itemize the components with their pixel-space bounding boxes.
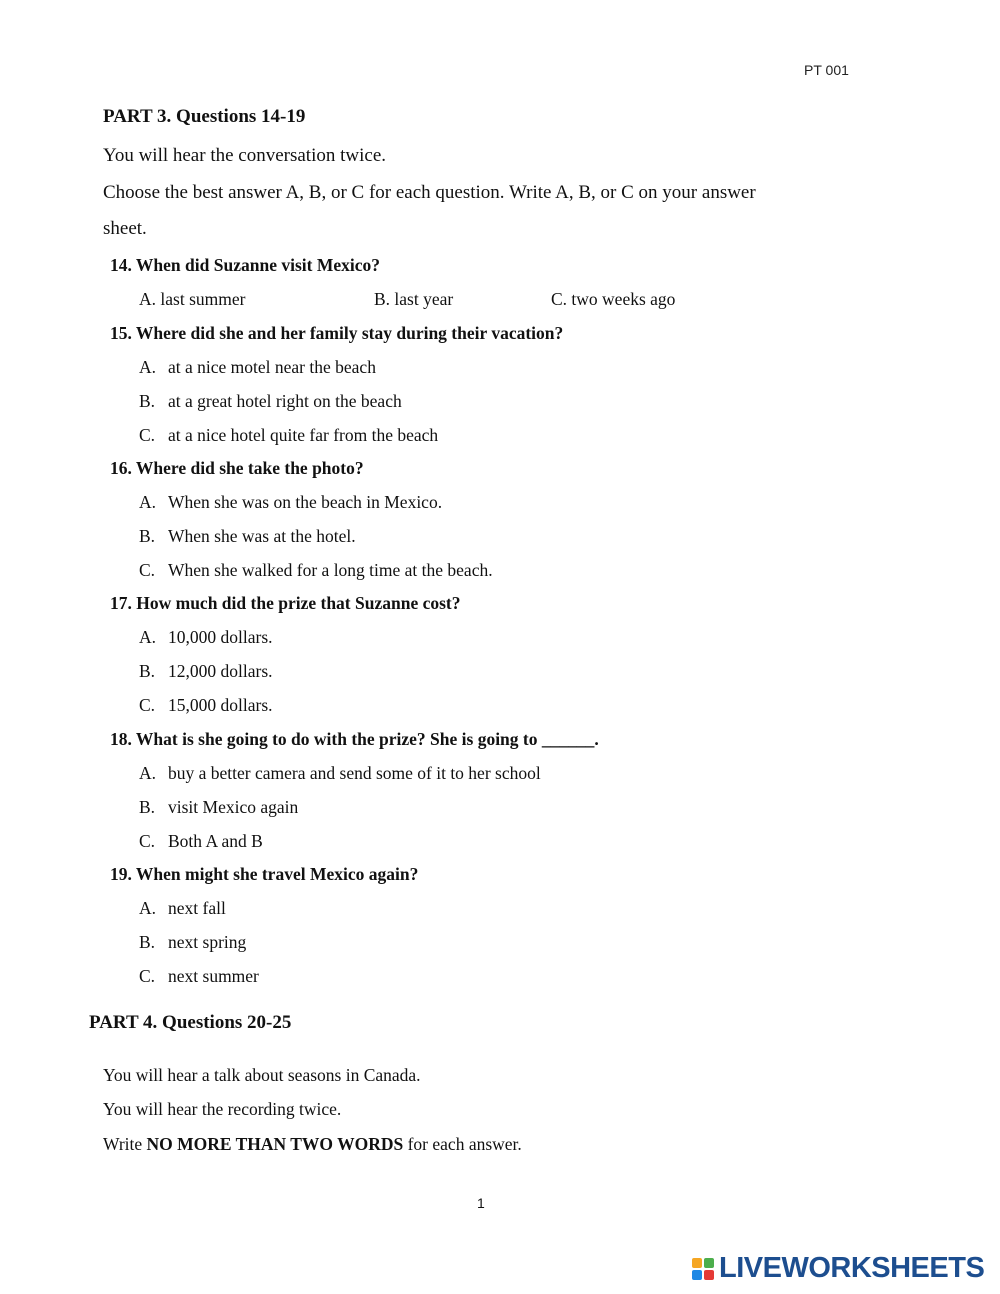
option-letter: B. [139,526,156,546]
q19-option-c [139,966,259,987]
instruction-emphasis: NO MORE THAN TWO WORDS [146,1134,404,1154]
option-text: Both A and B [168,831,263,851]
q16-option-a [139,492,442,513]
part4-instruction-2: You will hear the recording twice. [103,1099,342,1119]
question-19: 19. When might she travel Mexico again? [110,864,419,884]
option-text: at a nice motel near the beach [168,357,376,377]
option-letter: B. [139,797,156,817]
option-letter: C. [139,560,156,580]
instruction-text: for each answer. [403,1134,522,1154]
q14-option-a: A. last summer [139,289,246,309]
logo-square [692,1270,702,1280]
instruction-text: Write [103,1134,147,1154]
option-text: When she was at the hotel. [168,526,356,546]
page-number: 1 [477,1195,485,1211]
option-letter: A. [139,763,157,783]
q14-option-b: B. last year [374,289,454,309]
option-letter: A. [139,492,157,512]
option-text: at a nice hotel quite far from the beach [168,425,439,445]
q15-option-b [139,391,402,412]
q16-option-b [139,526,356,547]
q19-option-a [139,898,226,919]
liveworksheets-logo [692,1252,984,1285]
q17-option-a [139,627,273,648]
option-text: 12,000 dollars. [168,661,273,681]
question-16: 16. Where did she take the photo? [110,458,364,478]
question-14: 14. When did Suzanne visit Mexico? [110,255,380,275]
option-text: When she was on the beach in Mexico. [168,492,443,512]
option-text: next fall [168,898,226,918]
option-letter: B. [139,932,156,952]
q14-option-c: C. two weeks ago [551,289,676,309]
option-letter: B. [139,661,156,681]
option-letter: B. [139,391,156,411]
option-text: next summer [168,966,259,986]
option-text: 15,000 dollars. [168,695,273,715]
q18-option-b [139,797,298,818]
option-letter: C. [139,425,156,445]
question-15: 15. Where did she and her family stay during their vacation? [110,323,564,343]
question-17: 17. How much did the prize that Suzanne cost? [110,593,461,613]
option-text: next spring [168,932,247,952]
option-text: at a great hotel right on the beach [168,391,402,411]
part4-instruction-1: You will hear a talk about seasons in Canada. [103,1065,421,1085]
q17-option-b [139,661,273,682]
option-letter: C. [139,966,156,986]
option-text: When she walked for a long time at the beach. [168,560,493,580]
part3-instruction-2: Choose the best answer A, B, or C for each question. Write A, B, or C on your answer [103,182,756,203]
part4-title: PART 4. Questions 20-25 [89,1012,292,1033]
option-text: buy a better camera and send some of it to her school [168,763,541,783]
logo-square [704,1258,714,1268]
q15-option-c [139,425,438,446]
document-code: PT 001 [804,62,849,78]
option-letter: A. [139,357,157,377]
logo-square [704,1270,714,1280]
option-letter: A. [139,898,157,918]
option-letter: C. [139,831,156,851]
option-letter: A. [139,627,157,647]
option-text: 10,000 dollars. [168,627,273,647]
part3-instruction-2-cont: sheet. [103,218,147,239]
option-letter: C. [139,695,156,715]
logo-text: LIVEWORKSHEETS [719,1252,985,1284]
logo-mark-icon [692,1258,714,1280]
part3-instruction-1: You will hear the conversation twice. [103,145,387,166]
q15-option-a [139,357,376,378]
question-18: 18. What is she going to do with the prize? She is going to ______. [110,729,599,749]
option-text: visit Mexico again [168,797,299,817]
q17-option-c [139,695,273,716]
q18-option-c [139,831,263,852]
part3-title: PART 3. Questions 14-19 [103,106,306,127]
q16-option-c [139,560,493,581]
part4-instruction-3 [103,1134,522,1155]
logo-square [692,1258,702,1268]
q19-option-b [139,932,246,953]
q18-option-a [139,763,541,784]
